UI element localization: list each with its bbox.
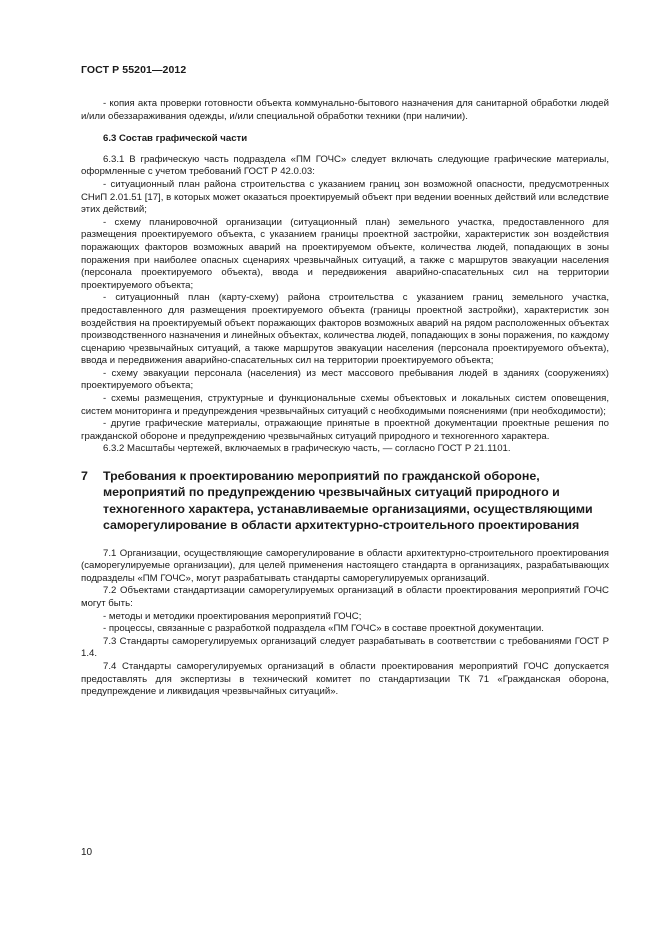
page-number: 10	[81, 847, 93, 858]
list-item: - схемы размещения, структурные и функциональные схемы объектовых и локальных систем оповещения, систем мониторинга и предупреждения чрезвычайных ситуаций с необходимыми пояснениями (при необходимости);	[81, 393, 609, 417]
page-content	[81, 98, 609, 699]
paragraph-6-3-2: 6.3.2 Масштабы чертежей, включаемых в графическую часть, — согласно ГОСТ Р 21.1101.	[103, 443, 511, 455]
list-item: - схему планировочной организации (ситуационный план) земельного участка, предоставленного для размещения проектируемого объекта, с указанием границы проектной застройки, характеристик зон воздействия поражающих факторов возможных аварий на проектируемом объекте, количества людей, попадающих в зоны поражения при наиболее опасных сценариях чрезвычайных ситуаций, а также с маршрутов эвакуации населения (персонала проектируемого объекта), ввода и передвижения аварийно-спасательных сил на территории проектируемого объекта;	[81, 216, 609, 291]
paragraph-6-3-1: 6.3.1 В графическую часть подраздела «ПМ ГОЧС» следует включать следующие графические материалы, оформленные с учетом требований ГОСТ Р 42.0.03:	[81, 153, 609, 178]
page-header: ГОСТ Р 55201—2012	[81, 64, 187, 76]
section-number: 7	[81, 469, 88, 484]
list-item: - методы и методики проектирования мероприятий ГОЧС;	[103, 610, 362, 622]
section-heading-7	[81, 468, 609, 534]
paragraph-intro: - копия акта проверки готовности объекта коммунально-бытового назначения для санитарной обработки людей и/или обеззараживания одежды, и/или специальной обработки техники (при наличии).	[81, 98, 609, 122]
list-item: - ситуационный план (карту-схему) района строительства с указанием границ земельного участка, предоставленного для размещения проектируемого объекта (границы проектной застройки), характеристик зон воздействия на проектируемый объект поражающих факторов возможных аварий на рядом расположенных объектах производственного назначения и линейных объектах, количества людей, попадающих в зоны поражения, по каждому сценарию чрезвычайных ситуаций, а также маршрутов эвакуации населения (персонала проектируемого объекта), ввода и передвижения аварийно-спасательных сил на территории проектируемого объекта;	[81, 292, 609, 367]
paragraph-7-2: 7.2 Объектами стандартизации саморегулируемых организаций в области проектирования мероприятий ГОЧС могут быть:	[81, 585, 609, 610]
list-item: - ситуационный план района строительства с указанием границ зон возможной опасности, предусмотренных СНиП 2.01.51 [17], в которых может оказаться проектируемый объект при ведении военных действий или вследствие этих действий;	[81, 178, 609, 216]
section-title: Требования к проектированию мероприятий по гражданской обороне, мероприятий по предупреждению чрезвычайных ситуаций природного и техногенного характера, устанавливаемые организациями, осуществляющими саморегулирование в области архитектурно-строительного проектирования	[103, 469, 593, 533]
paragraph-7-4: 7.4 Стандарты саморегулируемых организаций в области проектирования мероприятий ГОЧС допускается предоставлять для экспертизы в технический комитет по стандартизации ТК 71 «Гражданская оборона, предупреждение и ликвидация чрезвычайных ситуаций».	[81, 661, 609, 698]
list-item: - процессы, связанные с разработкой подраздела «ПМ ГОЧС» в составе проектной документации.	[103, 623, 544, 635]
list-item: - другие графические материалы, отражающие принятые в проектной документации проектные решения по гражданской обороне и предупреждению чрезвычайных ситуаций природного и техногенного характера.	[81, 418, 609, 442]
paragraph-7-1: 7.1 Организации, осуществляющие саморегулирование в области архитектурно-строительного проектирования (саморегулируемые организации), для целей применения настоящего стандарта в организациях, разрабатывающих подразделы «ПМ ГОЧС», могут разрабатывать стандарты саморегулируемых организаций.	[81, 547, 609, 584]
list-item: - схему эвакуации персонала (населения) из мест массового пребывания людей в зданиях (сооружениях) проектируемого объекта;	[81, 367, 609, 392]
paragraph-7-3: 7.3 Стандарты саморегулируемых организаций следует разрабатывать в соответствии с требованиями ГОСТ Р 1.4.	[81, 635, 609, 660]
subsection-heading-6-3: 6.3 Состав графической части	[103, 133, 248, 145]
